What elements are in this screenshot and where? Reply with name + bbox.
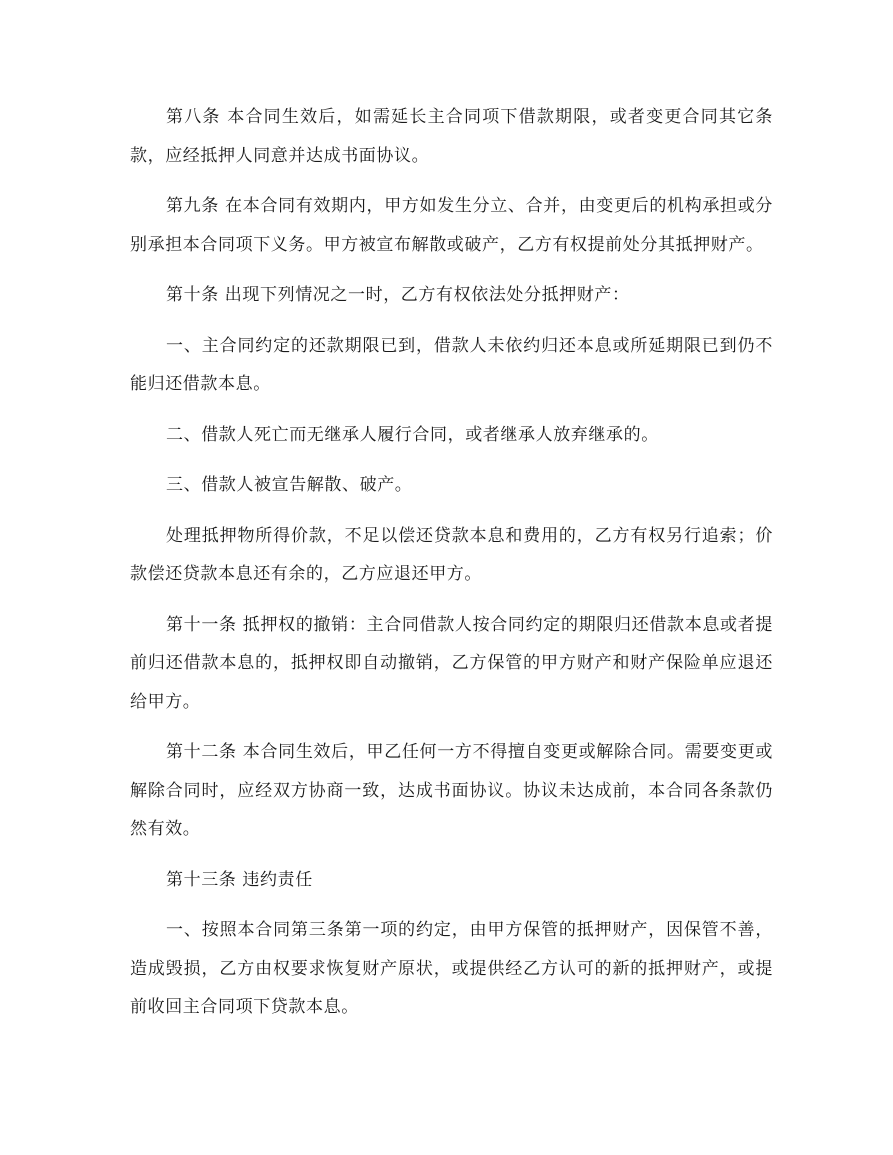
article-13-item-1: 一、按照本合同第三条第一项的约定，由甲方保管的抵押财产，因保管不善，造成毁损，乙方由权要求恢复财产原状，或提供经乙方认可的新的抵押财产，或提前收回主合同项下贷款本息。 — [130, 920, 773, 1017]
article-10-item-2: 二、借款人死亡而无继承人履行合同，或者继承人放弃继承的。 — [166, 424, 659, 445]
article-12-paragraph: 第十二条 本合同生效后，甲乙任何一方不得擅自变更或解除合同。需要变更或解除合同时，应经双方协商一致，达成书面协议。协议未达成前，本合同各条款仍然有效。 — [130, 742, 773, 839]
article-9-paragraph: 第九条 在本合同有效期内，甲方如发生分立、合并，由变更后的机构承担或分别承担本合同项下义务。甲方被宣布解散或破产，乙方有权提前处分其抵押财产。 — [130, 196, 773, 255]
article-13-heading: 第十三条 违约责任 — [166, 869, 313, 890]
article-10-paragraph: 第十条 出现下列情况之一时，乙方有权依法处分抵押财产： — [166, 285, 630, 305]
article-10-item-1: 一、主合同约定的还款期限已到，借款人未依约归还本息或所延期限已到仍不能归还借款本息。 — [130, 335, 773, 394]
article-11-paragraph: 第十一条 抵押权的撤销：主合同借款人按合同约定的期限归还借款本息或者提前归还借款本息的，抵押权即自动撤销，乙方保管的甲方财产和财产保险单应退还给甲方。 — [130, 614, 773, 712]
article-8-paragraph: 第八条 本合同生效后，如需延长主合同项下借款期限，或者变更合同其它条款，应经抵押人同意并达成书面协议。 — [130, 107, 773, 166]
disposal-proceeds-paragraph: 处理抵押物所得价款，不足以偿还贷款本息和费用的，乙方有权另行追索；价款偿还贷款本息还有余的，乙方应退还甲方。 — [130, 525, 773, 584]
article-10-item-3: 三、借款人被宣告解散、破产。 — [166, 475, 413, 495]
